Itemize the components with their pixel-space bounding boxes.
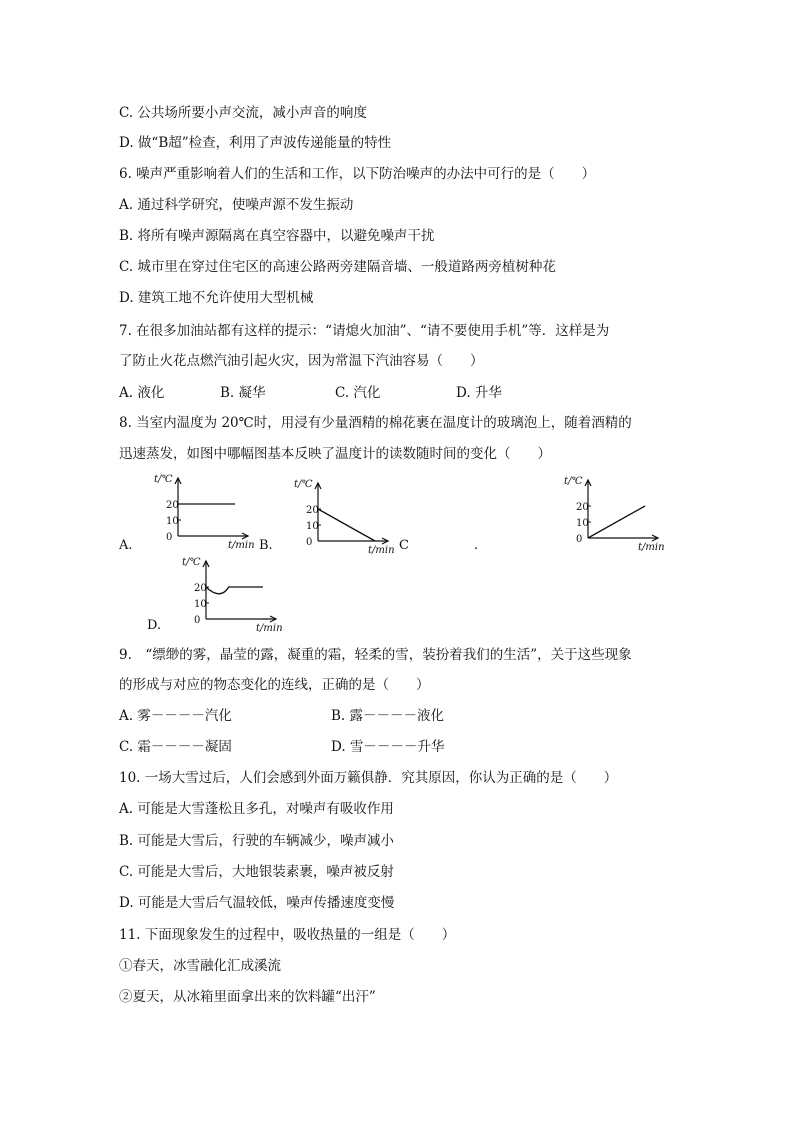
q8-stem-line2: 迅速蒸发，如图中哪幅图基本反映了温度计的读数随时间的变化（ ） bbox=[119, 446, 551, 462]
q8-label-c: C bbox=[399, 538, 409, 553]
graph-d-tick-0: 0 bbox=[194, 615, 201, 626]
graph-b-tick-0: 0 bbox=[306, 537, 313, 548]
graph-b-series-line bbox=[318, 509, 375, 541]
q7-stem-line1: 7. 在很多加油站都有这样的提示：“请熄火加油”、“请不要使用手机”等．这样是为 bbox=[119, 323, 610, 339]
q11-stem: 11. 下面现象发生的过程中，吸收热量的一组是（ ） bbox=[119, 927, 456, 943]
q8-label-b: B. bbox=[259, 538, 273, 553]
graph-d-series-line bbox=[206, 587, 263, 594]
q6-stem: 6. 噪声严重影响着人们的生活和工作，以下防治噪声的办法中可行的是（ ） bbox=[119, 166, 596, 182]
q7-option-d: D. 升华 bbox=[456, 385, 502, 401]
graph-b-x-label: t/min bbox=[368, 545, 395, 556]
q7-stem-line2: 了防止火花点燃汽油引起火灾，因为常温下汽油容易（ ） bbox=[119, 353, 484, 369]
graph-a-tick-20: 20 bbox=[166, 500, 179, 511]
q10-option-c: C. 可能是大雪后，大地银装素裹，噪声被反射 bbox=[119, 864, 394, 880]
graph-b-y-label: t/℃ bbox=[294, 479, 313, 490]
graph-a-svg bbox=[140, 470, 270, 550]
q9-stem-line1: 9. “缥缈的雾，晶莹的露，凝重的霜，轻柔的雪，装扮着我们的生活”，关于这些现象 bbox=[119, 647, 632, 663]
q8-stem-line1: 8. 当室内温度为 20℃时，用浸有少量酒精的棉花裹在温度计的玻璃泡上，随着酒精的 bbox=[119, 415, 632, 431]
q8-label-dot: . bbox=[474, 538, 479, 553]
q7-option-a: A. 液化 bbox=[119, 385, 165, 401]
q9-option-b: B. 露－－－－液化 bbox=[331, 708, 445, 724]
graph-c-x-label: t/min bbox=[638, 542, 665, 553]
graph-d-tick-20: 20 bbox=[194, 583, 207, 594]
q10-option-d: D. 可能是大雪后气温较低，噪声传播速度变慢 bbox=[119, 895, 395, 911]
graph-d-x-label: t/min bbox=[256, 623, 283, 634]
q11-item-1: ①春天，冰雪融化汇成溪流 bbox=[119, 958, 281, 974]
q7-option-b: B. 凝华 bbox=[220, 385, 266, 401]
graph-a-tick-0: 0 bbox=[166, 532, 173, 543]
graph-c-tick-20: 20 bbox=[576, 502, 589, 513]
q5-option-d: D. 做“B超”检查，利用了声波传递能量的特性 bbox=[119, 135, 392, 151]
graph-c-series-line bbox=[588, 506, 645, 538]
graph-b-tick-20: 20 bbox=[306, 505, 319, 516]
q6-option-a: A. 通过科学研究，使噪声源不发生振动 bbox=[119, 197, 354, 213]
graph-a bbox=[140, 470, 270, 550]
graph-a-tick-10: 10 bbox=[166, 516, 179, 527]
graph-d-y-label: t/℃ bbox=[182, 557, 201, 568]
graph-a-x-label: t/min bbox=[228, 540, 255, 551]
graph-d-tick-10: 10 bbox=[194, 599, 207, 610]
q10-option-a: A. 可能是大雪蓬松且多孔，对噪声有吸收作用 bbox=[119, 801, 394, 817]
graph-d bbox=[168, 553, 298, 633]
graph-b-tick-10: 10 bbox=[306, 521, 319, 532]
q10-stem: 10. 一场大雪过后，人们会感到外面万籁俱静．究其原因，你认为正确的是（ ） bbox=[119, 770, 618, 786]
q9-stem-line2: 的形成与对应的物态变化的连线，正确的是（ ） bbox=[119, 677, 430, 693]
graph-c-tick-0: 0 bbox=[576, 534, 583, 545]
graph-a-y-label: t/℃ bbox=[154, 474, 173, 485]
q5-option-c: C. 公共场所要小声交流，减小声音的响度 bbox=[119, 105, 367, 121]
graph-d-svg bbox=[168, 553, 298, 633]
q6-option-d: D. 建筑工地不允许使用大型机械 bbox=[119, 290, 314, 306]
q9-option-d: D. 雪－－－－升华 bbox=[331, 739, 445, 755]
q9-option-c: C. 霜－－－－凝固 bbox=[119, 739, 232, 755]
graph-c-svg bbox=[550, 472, 680, 552]
graph-c bbox=[550, 472, 680, 552]
graph-c-tick-10: 10 bbox=[576, 518, 589, 529]
q8-label-a: A. bbox=[119, 538, 133, 553]
graph-b bbox=[280, 475, 410, 555]
q6-option-b: B. 将所有噪声源隔离在真空容器中，以避免噪声干扰 bbox=[119, 228, 435, 244]
q9-option-a: A. 雾－－－－汽化 bbox=[119, 708, 232, 724]
graph-c-y-label: t/℃ bbox=[564, 476, 583, 487]
q7-option-c: C. 汽化 bbox=[335, 385, 381, 401]
q6-option-c: C. 城市里在穿过住宅区的高速公路两旁建隔音墙、一般道路两旁植树种花 bbox=[119, 259, 556, 275]
q8-label-d: D. bbox=[147, 618, 162, 633]
graph-b-svg bbox=[280, 475, 410, 555]
q10-option-b: B. 可能是大雪后，行驶的车辆减少，噪声减小 bbox=[119, 833, 395, 849]
q11-item-2: ②夏天，从冰箱里面拿出来的饮料罐“出汗” bbox=[119, 989, 376, 1005]
